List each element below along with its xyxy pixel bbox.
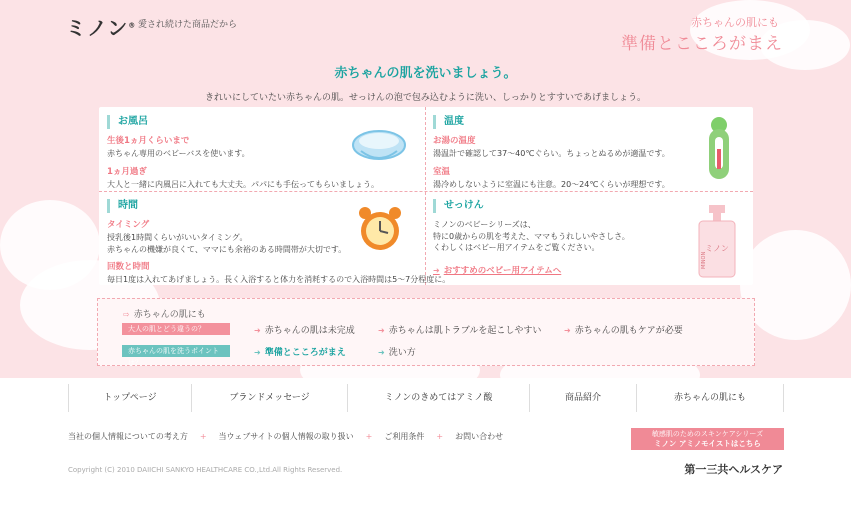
panel-text: 授乳後1時間くらいがいいタイミング。 (107, 233, 248, 242)
section-subnav (97, 298, 755, 366)
panel-subtitle: 回数と時間 (107, 262, 150, 273)
panel-subtitle: タイミング (107, 220, 150, 230)
hero-title: 準備とこころがまえ (621, 34, 783, 54)
footer-link-privacy-handling[interactable]: 当ウェブサイトの個人情報の取り扱い (218, 432, 354, 441)
copyright: Copyright (C) 2010 DAIICHI SANKYO HEALTHCARE CO.,Ltd.All Rights Reserved. (68, 466, 343, 474)
alarm-clock-icon (355, 203, 405, 255)
amino-moist-banner[interactable] (631, 428, 784, 450)
subnav-link-immature-skin[interactable]: ➜ 赤ちゃんの肌は未完成 (254, 326, 355, 336)
panel-title: せっけん (433, 199, 630, 213)
banner-line2: ミノン アミノモイストはこちら (654, 439, 761, 448)
panel-title: 温度 (433, 115, 670, 129)
global-nav (68, 384, 784, 412)
cloud-decoration (740, 230, 851, 340)
subnav-link-skin-trouble[interactable]: ➜ 赤ちゃんは肌トラブルを起こしやすい (378, 326, 542, 336)
bottle-label: ミノン (705, 244, 729, 253)
thermometer-icon (699, 115, 739, 185)
panel-bath (107, 115, 379, 190)
separator-icon: + (436, 432, 444, 441)
panel-text: 赤ちゃん専用のベビーバスを使います。 (107, 149, 250, 158)
subnav-link-care-needed[interactable]: ➜ 赤ちゃんの肌もケアが必要 (564, 326, 683, 336)
divider (99, 191, 753, 192)
banner-line1: 敏感肌のためのスキンケアシリーズ (651, 430, 764, 438)
panel-subtitle: 1ヵ月過ぎ (107, 166, 147, 177)
panel-text: ミノンのベビーシリーズは、 (433, 220, 536, 229)
panel-text: 湯冷めしないように室温にも注意。20〜24℃くらいが理想です。 (433, 179, 670, 189)
nav-item-brand-message[interactable]: ブランドメッセージ (191, 384, 347, 412)
subnav-tag-washing: 赤ちゃんの肌を洗うポイントは？ (122, 345, 230, 357)
footer-link-contact[interactable]: お問い合わせ (455, 432, 504, 441)
baby-bath-icon (349, 115, 409, 165)
panel-subtitle: 生後1ヵ月くらいまで (107, 136, 190, 146)
subnav-link-preparation[interactable]: ➜ 準備とこころがまえ (254, 348, 346, 358)
nav-item-baby-skin[interactable]: 赤ちゃんの肌にも (636, 384, 784, 412)
brand-tagline: 愛され続けた商品だから (138, 20, 238, 30)
separator-icon: + (365, 432, 373, 441)
footer-links (68, 431, 503, 442)
nav-item-amino-acid[interactable]: ミノンのきめてはアミノ酸 (347, 384, 529, 412)
subnav-tag-difference: 大人の肌とどう違うの？ (122, 323, 230, 335)
panel-text: 特に0歳からの肌を考えた、ママもうれしいやさしさ。 (433, 231, 630, 241)
recommended-baby-items-link[interactable]: ➜ おすすめのベビー用アイテムへ (433, 265, 562, 276)
brand-logo[interactable]: ミノン® (66, 16, 137, 40)
footer-link-privacy-policy[interactable]: 当社の個人情報についての考え方 (68, 432, 188, 441)
panel-text: 湯温計で確認して37〜40℃ぐらい。ちょっとぬるめが適温です。 (433, 149, 670, 158)
panel-text: 毎日1度は入れてあげましょう。長く入浴すると体力を消耗するので入浴時間は5〜7分程度に。 (107, 275, 451, 285)
info-box (99, 107, 753, 285)
nav-item-top[interactable]: トップページ (68, 384, 191, 412)
hero-subtitle: 赤ちゃんの肌にも (691, 16, 779, 29)
panel-soap (433, 199, 630, 276)
bottle-side-label: MINON (701, 251, 707, 269)
separator-icon: + (199, 432, 207, 441)
panel-title: 時間 (107, 199, 450, 213)
subnav-link-how-to-wash[interactable]: ➜ 洗い方 (378, 348, 416, 358)
footer-link-terms[interactable]: ご利用条件 (384, 432, 425, 441)
panel-text: 大人と一緒に内風呂に入れても大丈夫。パパにも手伝ってもらいましょう。 (107, 179, 379, 189)
panel-text: 赤ちゃんの機嫌が良くて、ママにも余裕のある時間帯が大切です。 (107, 244, 347, 254)
page-title: 赤ちゃんの肌を洗いましょう。 (334, 66, 517, 81)
panel-subtitle: お湯の温度 (433, 136, 476, 146)
nav-item-products[interactable]: 商品紹介 (529, 384, 636, 412)
panel-text: くわしくはベビー用アイテムをご覧ください。 (433, 243, 600, 253)
soap-bottle-icon (695, 203, 739, 279)
panel-subtitle: 室温 (433, 166, 451, 177)
panel-temperature (433, 115, 670, 190)
panel-title: お風呂 (107, 115, 379, 129)
page-lead: きれいにしていたい赤ちゃんの肌。せっけんの泡で包み込むように洗い、しっかりとすすいであげましょう。 (205, 93, 646, 103)
subnav-title: ⇨ 赤ちゃんの肌にも (123, 310, 206, 320)
corporate-logo[interactable]: 第一三共ヘルスケア (684, 463, 783, 476)
